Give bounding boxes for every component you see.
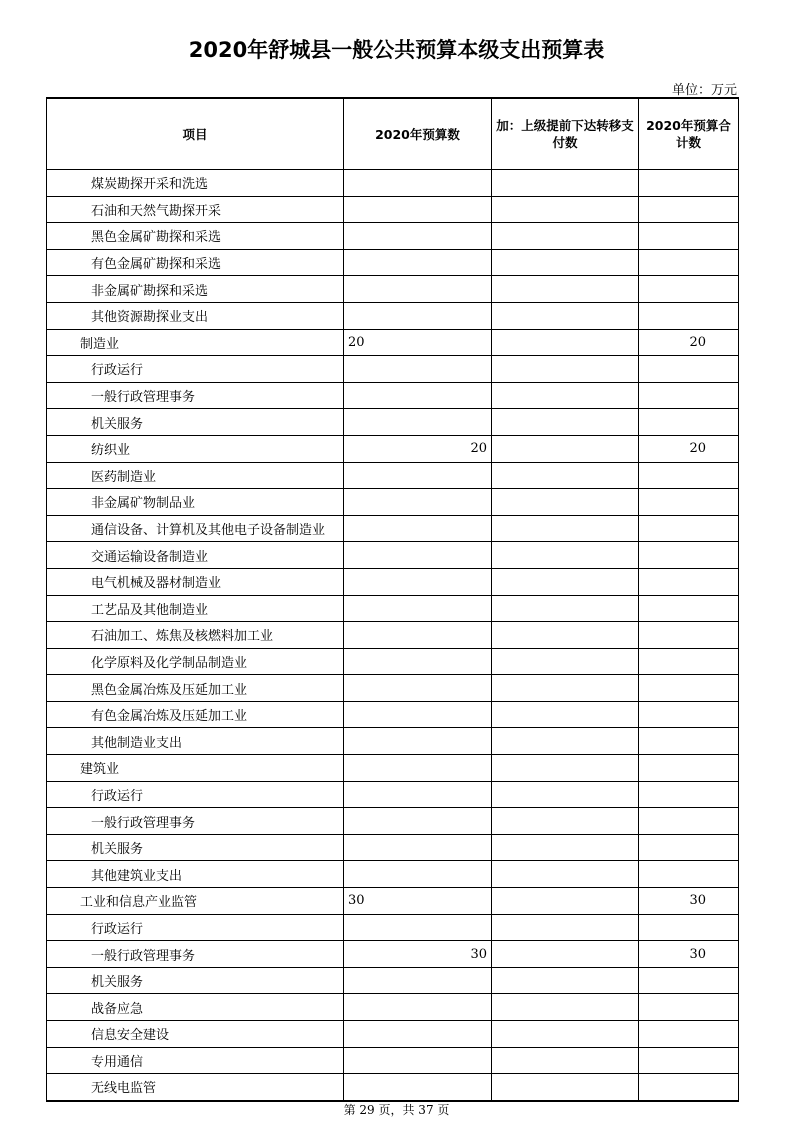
row-transfer-value	[492, 223, 639, 250]
table-row	[47, 302, 739, 329]
table-row	[47, 1021, 739, 1048]
row-transfer-value	[492, 941, 639, 968]
row-total-value	[639, 249, 739, 276]
row-budget-value	[344, 834, 492, 861]
row-transfer-value	[492, 409, 639, 436]
row-budget-value	[344, 755, 492, 782]
row-budget-value	[344, 861, 492, 888]
row-budget-value	[344, 356, 492, 383]
row-total-value	[639, 994, 739, 1021]
row-item-name: 其他资源勘探业支出	[47, 302, 344, 329]
header-item: 项目	[47, 98, 344, 170]
row-transfer-value	[492, 595, 639, 622]
row-item-name: 机关服务	[47, 967, 344, 994]
row-item-name: 机关服务	[47, 834, 344, 861]
page-title: 2020年舒城县一般公共预算本级支出预算表	[188, 38, 605, 62]
row-total-value	[639, 302, 739, 329]
row-total-value: 20	[639, 329, 739, 356]
row-transfer-value	[492, 568, 639, 595]
row-item-name: 通信设备、计算机及其他电子设备制造业	[47, 515, 344, 542]
table-row	[47, 755, 739, 782]
row-item-name: 煤炭勘探开采和洗选	[47, 170, 344, 197]
row-budget-value: 30	[344, 941, 492, 968]
row-item-name: 黑色金属矿勘探和采选	[47, 223, 344, 250]
row-transfer-value	[492, 382, 639, 409]
row-transfer-value	[492, 1047, 639, 1074]
row-total-value	[639, 1021, 739, 1048]
row-total-value	[639, 170, 739, 197]
row-transfer-value	[492, 1074, 639, 1101]
row-transfer-value	[492, 914, 639, 941]
row-total-value	[639, 622, 739, 649]
row-total-value: 30	[639, 941, 739, 968]
table-body	[47, 170, 739, 1101]
table-row	[47, 223, 739, 250]
budget-table	[46, 97, 739, 1102]
row-item-name: 无线电监管	[47, 1074, 344, 1101]
row-budget-value	[344, 223, 492, 250]
table-row	[47, 648, 739, 675]
row-total-value	[639, 675, 739, 702]
table-row	[47, 329, 739, 356]
row-budget-value	[344, 462, 492, 489]
row-transfer-value	[492, 675, 639, 702]
table-row	[47, 808, 739, 835]
table-row	[47, 1047, 739, 1074]
row-total-value	[639, 356, 739, 383]
table-row	[47, 542, 739, 569]
row-transfer-value	[492, 1021, 639, 1048]
row-item-name: 交通运输设备制造业	[47, 542, 344, 569]
row-budget-value	[344, 967, 492, 994]
row-item-name: 化学原料及化学制品制造业	[47, 648, 344, 675]
table-row	[47, 701, 739, 728]
row-budget-value	[344, 701, 492, 728]
row-total-value	[639, 595, 739, 622]
row-transfer-value	[492, 861, 639, 888]
row-item-name: 有色金属冶炼及压延加工业	[47, 701, 344, 728]
row-budget-value	[344, 542, 492, 569]
row-transfer-value	[492, 994, 639, 1021]
row-budget-value	[344, 914, 492, 941]
row-item-name: 一般行政管理事务	[47, 382, 344, 409]
row-transfer-value	[492, 542, 639, 569]
row-transfer-value	[492, 489, 639, 516]
table-row	[47, 622, 739, 649]
row-transfer-value	[492, 781, 639, 808]
row-total-value	[639, 648, 739, 675]
row-item-name: 机关服务	[47, 409, 344, 436]
row-total-value	[639, 967, 739, 994]
table-row	[47, 382, 739, 409]
row-item-name: 有色金属矿勘探和采选	[47, 249, 344, 276]
row-transfer-value	[492, 196, 639, 223]
row-item-name: 行政运行	[47, 781, 344, 808]
row-transfer-value	[492, 302, 639, 329]
page-footer: 第 29 页，共 37 页	[343, 1103, 450, 1117]
table-header-row	[47, 98, 739, 170]
row-item-name: 非金属矿物制品业	[47, 489, 344, 516]
row-budget-value	[344, 1074, 492, 1101]
row-budget-value	[344, 808, 492, 835]
row-item-name: 战备应急	[47, 994, 344, 1021]
row-total-value	[639, 382, 739, 409]
row-item-name: 其他制造业支出	[47, 728, 344, 755]
row-total-value	[639, 755, 739, 782]
row-transfer-value	[492, 170, 639, 197]
row-item-name: 行政运行	[47, 356, 344, 383]
row-budget-value	[344, 382, 492, 409]
row-item-name: 一般行政管理事务	[47, 941, 344, 968]
table-row	[47, 781, 739, 808]
table-row	[47, 170, 739, 197]
row-total-value	[639, 409, 739, 436]
row-total-value	[639, 781, 739, 808]
row-budget-value	[344, 781, 492, 808]
table-row	[47, 888, 739, 915]
row-transfer-value	[492, 356, 639, 383]
table-row	[47, 568, 739, 595]
row-item-name: 建筑业	[47, 755, 344, 782]
row-total-value	[639, 542, 739, 569]
table-row	[47, 196, 739, 223]
row-total-value	[639, 1047, 739, 1074]
row-budget-value	[344, 994, 492, 1021]
header-transfer: 加：上级提前下达转移支付数	[492, 98, 639, 170]
row-item-name: 信息安全建设	[47, 1021, 344, 1048]
table-row	[47, 967, 739, 994]
row-total-value	[639, 861, 739, 888]
row-transfer-value	[492, 728, 639, 755]
row-total-value	[639, 223, 739, 250]
row-transfer-value	[492, 329, 639, 356]
row-budget-value	[344, 568, 492, 595]
table-row	[47, 675, 739, 702]
row-budget-value	[344, 595, 492, 622]
table-row	[47, 1074, 739, 1101]
row-budget-value	[344, 1047, 492, 1074]
table-row	[47, 994, 739, 1021]
row-budget-value	[344, 648, 492, 675]
row-transfer-value	[492, 462, 639, 489]
row-transfer-value	[492, 622, 639, 649]
row-total-value: 20	[639, 435, 739, 462]
row-total-value	[639, 196, 739, 223]
table-row	[47, 276, 739, 303]
row-transfer-value	[492, 701, 639, 728]
row-item-name: 石油加工、炼焦及核燃料加工业	[47, 622, 344, 649]
row-total-value	[639, 834, 739, 861]
table-row	[47, 435, 739, 462]
header-budget: 2020年预算数	[344, 98, 492, 170]
row-budget-value	[344, 276, 492, 303]
row-budget-value	[344, 622, 492, 649]
row-budget-value	[344, 728, 492, 755]
row-transfer-value	[492, 515, 639, 542]
row-total-value	[639, 489, 739, 516]
row-total-value	[639, 515, 739, 542]
row-item-name: 黑色金属冶炼及压延加工业	[47, 675, 344, 702]
row-budget-value	[344, 489, 492, 516]
row-total-value	[639, 1074, 739, 1101]
table-row	[47, 515, 739, 542]
row-item-name: 专用通信	[47, 1047, 344, 1074]
table-row	[47, 941, 739, 968]
row-total-value	[639, 914, 739, 941]
row-total-value	[639, 728, 739, 755]
row-item-name: 其他建筑业支出	[47, 861, 344, 888]
table-row	[47, 861, 739, 888]
header-total: 2020年预算合计数	[639, 98, 739, 170]
row-total-value	[639, 808, 739, 835]
row-item-name: 石油和天然气勘探开采	[47, 196, 344, 223]
row-transfer-value	[492, 834, 639, 861]
table-row	[47, 914, 739, 941]
row-budget-value	[344, 515, 492, 542]
row-transfer-value	[492, 967, 639, 994]
row-transfer-value	[492, 249, 639, 276]
table-row	[47, 462, 739, 489]
row-item-name: 行政运行	[47, 914, 344, 941]
row-budget-value	[344, 249, 492, 276]
row-budget-value	[344, 302, 492, 329]
table-row	[47, 834, 739, 861]
row-budget-value	[344, 1021, 492, 1048]
row-item-name: 一般行政管理事务	[47, 808, 344, 835]
unit-label: 单位：万元	[671, 83, 737, 98]
row-transfer-value	[492, 648, 639, 675]
row-transfer-value	[492, 755, 639, 782]
row-total-value	[639, 276, 739, 303]
row-item-name: 纺织业	[47, 435, 344, 462]
table-row	[47, 595, 739, 622]
row-item-name: 工艺品及其他制造业	[47, 595, 344, 622]
row-budget-value	[344, 409, 492, 436]
row-transfer-value	[492, 808, 639, 835]
table-row	[47, 409, 739, 436]
row-budget-value: 20	[344, 435, 492, 462]
row-transfer-value	[492, 888, 639, 915]
row-total-value: 30	[639, 888, 739, 915]
row-budget-value	[344, 675, 492, 702]
row-item-name: 电气机械及器材制造业	[47, 568, 344, 595]
row-budget-value	[344, 196, 492, 223]
table-row	[47, 489, 739, 516]
row-total-value	[639, 462, 739, 489]
row-transfer-value	[492, 435, 639, 462]
row-budget-value: 30	[344, 888, 492, 915]
row-total-value	[639, 701, 739, 728]
table-row	[47, 728, 739, 755]
row-transfer-value	[492, 276, 639, 303]
table-row	[47, 356, 739, 383]
row-item-name: 制造业	[47, 329, 344, 356]
row-budget-value: 20	[344, 329, 492, 356]
row-item-name: 医药制造业	[47, 462, 344, 489]
row-total-value	[639, 568, 739, 595]
row-budget-value	[344, 170, 492, 197]
table-row	[47, 249, 739, 276]
row-item-name: 工业和信息产业监管	[47, 888, 344, 915]
row-item-name: 非金属矿勘探和采选	[47, 276, 344, 303]
